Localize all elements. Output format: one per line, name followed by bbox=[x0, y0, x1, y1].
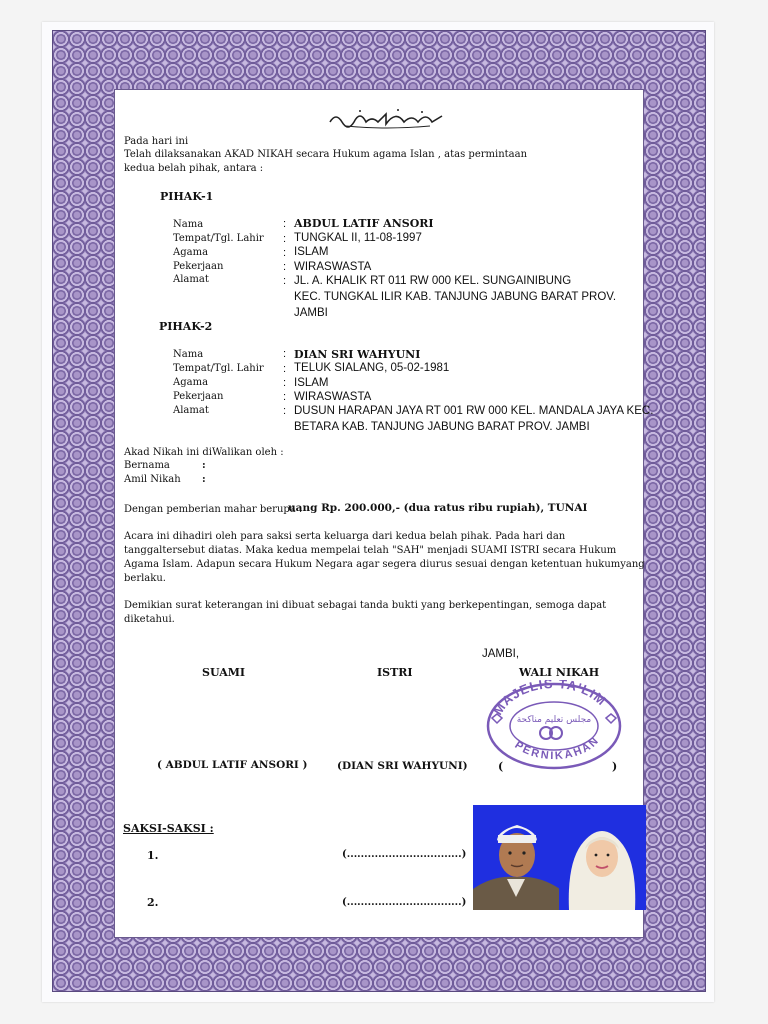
wali-nikah-label: WALI NIKAH bbox=[519, 666, 600, 679]
pihak-2-alamat-line-1: DUSUN HARAPAN JAYA RT 001 RW 000 KEL. MANDALA JAYA KEC. bbox=[294, 405, 654, 417]
wali-amil-label: Amil Nikah bbox=[124, 474, 181, 485]
paragraph-1-line-2: tanggaltersebut diatas. Maka kedua mempelai telah "SAH" menjadi SUAMI ISTRI secara Hukum bbox=[124, 545, 617, 556]
pihak-2-alamat-line-2: BETARA KAB. TANJUNG JABUNG BARAT PROV. JAMBI bbox=[294, 421, 590, 433]
pihak-1-alamat-line-1: JL. A. KHALIK RT 011 RW 000 KEL. SUNGAINIBUNG bbox=[294, 275, 572, 287]
paragraph-1-line-1: Acara ini dihadiri oleh para saksi serta keluarga dari kedua belah pihak. Pada hari dan bbox=[124, 531, 566, 542]
pihak-1-ttl: TUNGKAL II, 11-08-1997 bbox=[294, 232, 422, 244]
istri-label: ISTRI bbox=[377, 666, 413, 679]
paragraph-1-line-4: berlaku. bbox=[124, 573, 166, 584]
label-alamat-2: Alamat bbox=[173, 405, 209, 416]
pihak-1-alamat-line-3: JAMBI bbox=[294, 307, 328, 319]
wali-heading: Akad Nikah ini diWalikan oleh : bbox=[124, 447, 284, 458]
pihak-1-agama: ISLAM bbox=[294, 246, 329, 258]
label-pekerjaan-2: Pekerjaan bbox=[173, 391, 224, 402]
label-alamat-1: Alamat bbox=[173, 274, 209, 285]
basmala-calligraphy bbox=[326, 106, 446, 130]
label-ttl-1: Tempat/Tgl. Lahir bbox=[173, 233, 264, 244]
suami-label: SUAMI bbox=[202, 666, 246, 679]
bride-photo bbox=[559, 805, 646, 910]
saksi-line-2: (.................................) bbox=[342, 897, 467, 908]
pihak-2-ttl: TELUK SIALANG, 05-02-1981 bbox=[294, 362, 450, 374]
saksi-line-1: (.................................) bbox=[342, 849, 467, 860]
intro-line-2: Telah dilaksanakan AKAD NIKAH secara Hukum agama Islan , atas permintaan bbox=[124, 149, 528, 160]
saksi-heading: SAKSI-SAKSI : bbox=[123, 822, 214, 835]
pihak-2-title: PIHAK-2 bbox=[159, 320, 213, 333]
label-agama-1: Agama bbox=[173, 247, 209, 258]
wali-name-close: ) bbox=[612, 760, 618, 773]
groom-photo bbox=[473, 805, 560, 910]
pihak-2-agama: ISLAM bbox=[294, 377, 329, 389]
wali-name-open: ( bbox=[498, 760, 504, 773]
pihak-1-alamat-line-2: KEC. TUNGKAL ILIR KAB. TANJUNG JABUNG BARAT PROV. bbox=[294, 291, 617, 303]
intro-line-3: kedua belah pihak, antara : bbox=[124, 163, 264, 174]
place-label: JAMBI, bbox=[482, 648, 520, 660]
pihak-1-title: PIHAK-1 bbox=[160, 190, 214, 203]
majelis-talim-stamp bbox=[484, 680, 624, 770]
pihak-1-pekerjaan: WIRASWASTA bbox=[294, 261, 372, 273]
mahar-prefix: Dengan pemberian mahar berupa : bbox=[124, 504, 303, 515]
stamp-top-text: MAJELIS TA'LIM bbox=[489, 680, 610, 718]
label-ttl-2: Tempat/Tgl. Lahir bbox=[173, 363, 264, 374]
pihak-1-nama: ABDUL LATIF ANSORI bbox=[294, 217, 434, 230]
saksi-number-1: 1. bbox=[147, 849, 159, 862]
wali-bernama-label: Bernama bbox=[124, 460, 170, 471]
pihak-2-nama: DIAN SRI WAHYUNI bbox=[294, 348, 421, 361]
stamp-center-text: مجلس تعليم مناكحة bbox=[516, 715, 592, 725]
paragraph-2-line-2: diketahui. bbox=[124, 614, 175, 625]
saksi-number-2: 2. bbox=[147, 896, 159, 909]
suami-name: ( ABDUL LATIF ANSORI ) bbox=[157, 759, 308, 771]
label-agama-2: Agama bbox=[173, 377, 209, 388]
label-pekerjaan-1: Pekerjaan bbox=[173, 261, 224, 272]
label-nama-2: Nama bbox=[173, 349, 204, 360]
paragraph-2-line-1: Demikian surat keterangan ini dibuat sebagai tanda bukti yang berkepentingan, semoga dapat bbox=[124, 600, 607, 611]
istri-name: (DIAN SRI WAHYUNI) bbox=[337, 760, 468, 772]
mahar-value: uang Rp. 200.000,- (dua ratus ribu rupiah), TUNAI bbox=[288, 502, 588, 514]
pihak-2-pekerjaan: WIRASWASTA bbox=[294, 391, 372, 403]
stamp-bottom-text: PERNIKAHAN bbox=[512, 734, 603, 763]
paragraph-1-line-3: Agama Islam. Adapun secara Hukum Negara agar segera diurus sesuai dengan ketentuan hukumyang bbox=[124, 559, 645, 570]
svg-text:MAJELIS TA'LIM bbox=[490, 680, 609, 718]
label-nama-1: Nama bbox=[173, 219, 204, 230]
intro-line-1: Pada hari ini bbox=[124, 136, 189, 147]
